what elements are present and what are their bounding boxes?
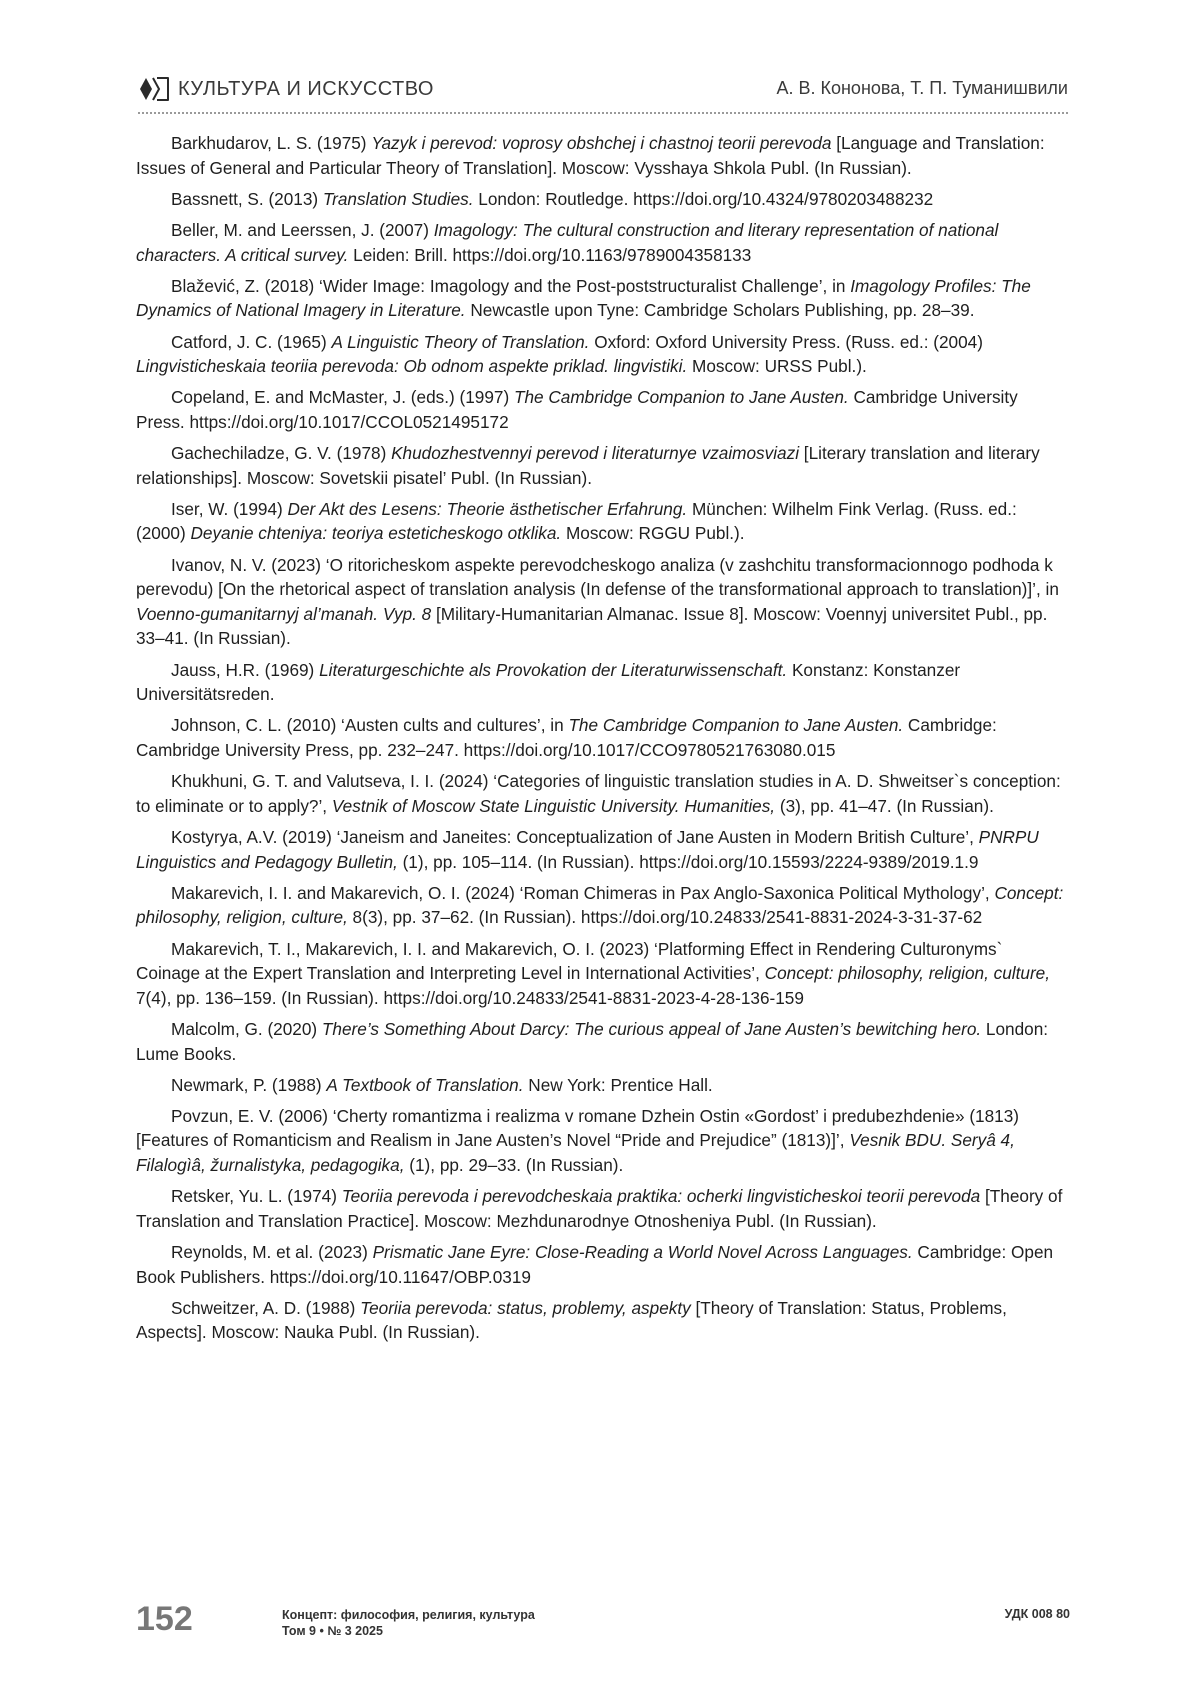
reference-entry xyxy=(136,497,1070,546)
reference-text: Moscow: RGGU Publ.). xyxy=(561,523,745,544)
reference-text: (1), pp. 105–114. (In Russian). https://doi.org/10.15593/2224-9389/2019.1.9 xyxy=(397,851,979,872)
reference-entry xyxy=(136,187,1070,212)
reference-entry xyxy=(136,1296,1070,1345)
reference-text: Retsker, Yu. L. (1974) xyxy=(171,1186,342,1207)
reference-text: London: Routledge. https://doi.org/10.4324/9780203488232 xyxy=(473,188,934,209)
reference-title: Vestnik of Moscow State Linguistic University. Humanities, xyxy=(331,795,776,816)
reference-title: Teoriia perevoda: status, problemy, aspekty xyxy=(360,1297,691,1318)
reference-text: (3), pp. 41–47. (In Russian). xyxy=(775,795,994,816)
reference-text: Makarevich, I. I. and Makarevich, O. I. (2024) ‘Roman Chimeras in Pax Anglo-Saxonica Political Mythology’, xyxy=(171,882,995,903)
reference-entry xyxy=(136,274,1070,323)
reference-title: A Linguistic Theory of Translation. xyxy=(331,331,590,352)
reference-text: Copeland, E. and McMaster, J. (eds.) (1997) xyxy=(171,387,514,408)
reference-text: Cambridge University Press. https://doi.org/10.1017/CCOL0521495172 xyxy=(136,387,1018,432)
reference-entry xyxy=(136,330,1070,379)
reference-entry xyxy=(136,1073,1070,1098)
reference-text: Blažević, Z. (2018) ‘Wider Image: Imagology and the Post-poststructuralist Challenge’, in xyxy=(171,275,851,296)
reference-title: Prismatic Jane Eyre: Close-Reading a World Novel Across Languages. xyxy=(372,1242,913,1263)
reference-text: Makarevich, T. I., Makarevich, I. I. and Makarevich, O. I. (2023) ‘Platforming Effect in Rendering Culturonyms` Coinage at the Expert Translation and Interpreting Level in International Activities’, xyxy=(136,938,1003,984)
reference-title: A Textbook of Translation. xyxy=(326,1074,524,1095)
reference-text: Bassnett, S. (2013) xyxy=(171,188,323,209)
reference-text: (1), pp. 29–33. (In Russian). xyxy=(404,1155,624,1176)
reference-entry xyxy=(136,1017,1070,1066)
reference-text: München: Wilhelm Fink Verlag. (Russ. ed.: (2000) xyxy=(136,498,1017,544)
reference-text: Jauss, H.R. (1969) xyxy=(171,659,320,680)
reference-title: Lingvisticheskaia teoriia perevoda: Ob odnom aspekte priklad. lingvistiki. xyxy=(136,356,688,377)
reference-title: Yazyk i perevod: voprosy obshchej i chastnoj teorii perevoda xyxy=(371,133,832,153)
reference-entry xyxy=(136,218,1070,267)
reference-entry xyxy=(136,881,1070,930)
reference-text: [Language and Translation: Issues of General and Particular Theory of Translation]. Moscow: Vysshaya Shkola Publ. (In Russian). xyxy=(136,133,1045,178)
reference-title: Translation Studies. xyxy=(322,188,474,209)
header-section xyxy=(138,76,434,102)
reference-text: Beller, M. and Leerssen, J. (2007) xyxy=(171,219,434,240)
header-divider xyxy=(138,112,1068,114)
journal-info xyxy=(282,1607,535,1639)
reference-title: Voenno-gumanitarnyj al’manah. Vyp. 8 xyxy=(136,603,432,624)
reference-text: Catford, J. C. (1965) xyxy=(171,331,332,352)
reference-text: Konstanz: Konstanzer Universitätsreden. xyxy=(136,659,961,705)
reference-title: There’s Something About Darcy: The curious appeal of Jane Austen’s bewitching hero. xyxy=(321,1018,982,1039)
running-header xyxy=(138,72,1068,112)
reference-text: Johnson, C. L. (2010) ‘Austen cults and cultures’, in xyxy=(171,715,569,736)
reference-title: The Cambridge Companion to Jane Austen. xyxy=(513,387,849,408)
reference-title: Deyanie chteniya: teoriya esteticheskogo otklika. xyxy=(190,523,562,544)
reference-text: [Theory of Translation and Translation Practice]. Moscow: Mezhdunarodnye Otnosheniya Publ. (In Russian). xyxy=(136,1186,1063,1231)
reference-text: Khukhuni, G. T. and Valutseva, I. I. (2024) ‘Categories of linguistic translation studies in A. D. Shweitser`s conception: to eliminate or to apply?’, xyxy=(136,771,1061,816)
reference-entry xyxy=(136,825,1070,874)
reference-text: Cambridge: Open Book Publishers. https://doi.org/10.11647/OBP.0319 xyxy=(136,1242,1054,1287)
reference-text: London: Lume Books. xyxy=(136,1018,1049,1064)
page-footer xyxy=(136,1600,1070,1644)
reference-entry xyxy=(136,553,1070,651)
reference-title: Concept: philosophy, religion, culture, xyxy=(764,963,1051,984)
reference-text: Schweitzer, A. D. (1988) xyxy=(171,1297,361,1318)
reference-entry xyxy=(136,1104,1070,1178)
reference-entry xyxy=(136,713,1070,762)
udk-code: УДК 008 80 xyxy=(1004,1607,1070,1621)
reference-title: Literaturgeschichte als Provokation der Literaturwissenschaft. xyxy=(319,659,788,680)
reference-text: Cambridge: Cambridge University Press, pp. 232–247. https://doi.org/10.1017/CCO9780521763080.015 xyxy=(136,715,997,760)
reference-text: 7(4), pp. 136–159. (In Russian). https://doi.org/10.24833/2541-8831-2023-4-28-136-159 xyxy=(136,987,804,1008)
reference-text: Ivanov, N. V. (2023) ‘O ritoricheskom aspekte perevodcheskogo analiza (v zashchitu transformacionnogo podhoda k perevodu) [On the rhetorical aspect of translation analysis (In defense of the transformational approach to translation)]’, in xyxy=(136,554,1059,600)
reference-title: Imagology Profiles: The Dynamics of National Imagery in Literature. xyxy=(136,275,1031,321)
reference-text: Leiden: Brill. https://doi.org/10.1163/9789004358133 xyxy=(348,244,752,265)
diamond-logo-icon xyxy=(138,76,170,102)
reference-text: [Literary translation and literary relationships]. Moscow: Sovetskii pisatel’ Publ. (In Russian). xyxy=(136,443,1040,488)
reference-text: Oxford: Oxford University Press. (Russ. ed.: (2004) xyxy=(589,331,983,352)
reference-title: The Cambridge Companion to Jane Austen. xyxy=(568,715,904,736)
reference-text: Povzun, E. V. (2006) ‘Cherty romantizma i realizma v romane Dzhein Ostin «Gordost’ i predubezhdenie» (1813) [Features of Romanticism and Realism in Jane Austen’s Novel “Pride and Prejudice” (1813)]’, xyxy=(136,1105,1020,1151)
reference-text: Malcolm, G. (2020) xyxy=(171,1018,322,1039)
reference-title: Teoriia perevoda i perevodcheskaia praktika: ocherki lingvisticheskoi teorii perevoda xyxy=(341,1186,981,1207)
reference-entry xyxy=(136,1240,1070,1289)
reference-entry xyxy=(136,385,1070,434)
reference-entry xyxy=(136,658,1070,707)
page-number: 152 xyxy=(136,1600,193,1638)
section-title: КУЛЬТУРА И ИСКУССТВО xyxy=(178,77,434,100)
reference-title: Vesnik BDU. Seryâ 4, Filalogìâ, žurnalistyka, pedagogika, xyxy=(136,1130,1015,1176)
reference-title: Khudozhestvennyi perevod i literaturnye vzaimosviazi xyxy=(391,443,800,464)
reference-entry xyxy=(136,769,1070,818)
reference-entry xyxy=(136,937,1070,1011)
reference-entry xyxy=(136,1184,1070,1233)
reference-title: Imagology: The cultural construction and literary representation of national characters. A critical survey. xyxy=(136,219,999,265)
reference-text: Newcastle upon Tyne: Cambridge Scholars Publishing, pp. 28–39. xyxy=(465,300,975,321)
journal-title: Концепт: философия, религия, культура xyxy=(282,1608,535,1622)
reference-entry xyxy=(136,131,1070,180)
reference-text: 8(3), pp. 37–62. (In Russian). https://doi.org/10.24833/2541-8831-2024-3-31-37-62 xyxy=(347,907,983,928)
reference-entry xyxy=(136,441,1070,490)
header-authors: А. В. Кононова, Т. П. Туманишвили xyxy=(776,78,1068,98)
reference-title: PNRPU Linguistics and Pedagogy Bulletin, xyxy=(136,826,1039,872)
reference-list xyxy=(136,131,1070,1352)
reference-text: Barkhudarov, L. S. (1975) xyxy=(171,133,372,153)
reference-text: Kostyrya, A.V. (2019) ‘Janeism and Janeites: Conceptualization of Jane Austen in Modern British Culture’, xyxy=(171,826,979,847)
reference-text: Iser, W. (1994) xyxy=(171,498,288,519)
reference-title: Concept: philosophy, religion, culture, xyxy=(136,882,1064,928)
reference-title: Der Akt des Lesens: Theorie ästhetischer Erfahrung. xyxy=(287,498,688,519)
reference-text: Gachechiladze, G. V. (1978) xyxy=(171,443,392,464)
reference-text: [Theory of Translation: Status, Problems, Aspects]. Moscow: Nauka Publ. (In Russian). xyxy=(136,1297,1007,1343)
reference-text: [Military-Humanitarian Almanac. Issue 8]. Moscow: Voennyj universitet Publ., pp. 33–41. (In Russian). xyxy=(136,603,1048,649)
reference-text: Newmark, P. (1988) xyxy=(171,1074,327,1095)
reference-text: Moscow: URSS Publ.). xyxy=(687,356,867,377)
reference-text: New York: Prentice Hall. xyxy=(523,1074,713,1095)
volume-issue: Том 9 • № 3 2025 xyxy=(282,1624,383,1638)
reference-text: Reynolds, M. et al. (2023) xyxy=(171,1242,373,1263)
